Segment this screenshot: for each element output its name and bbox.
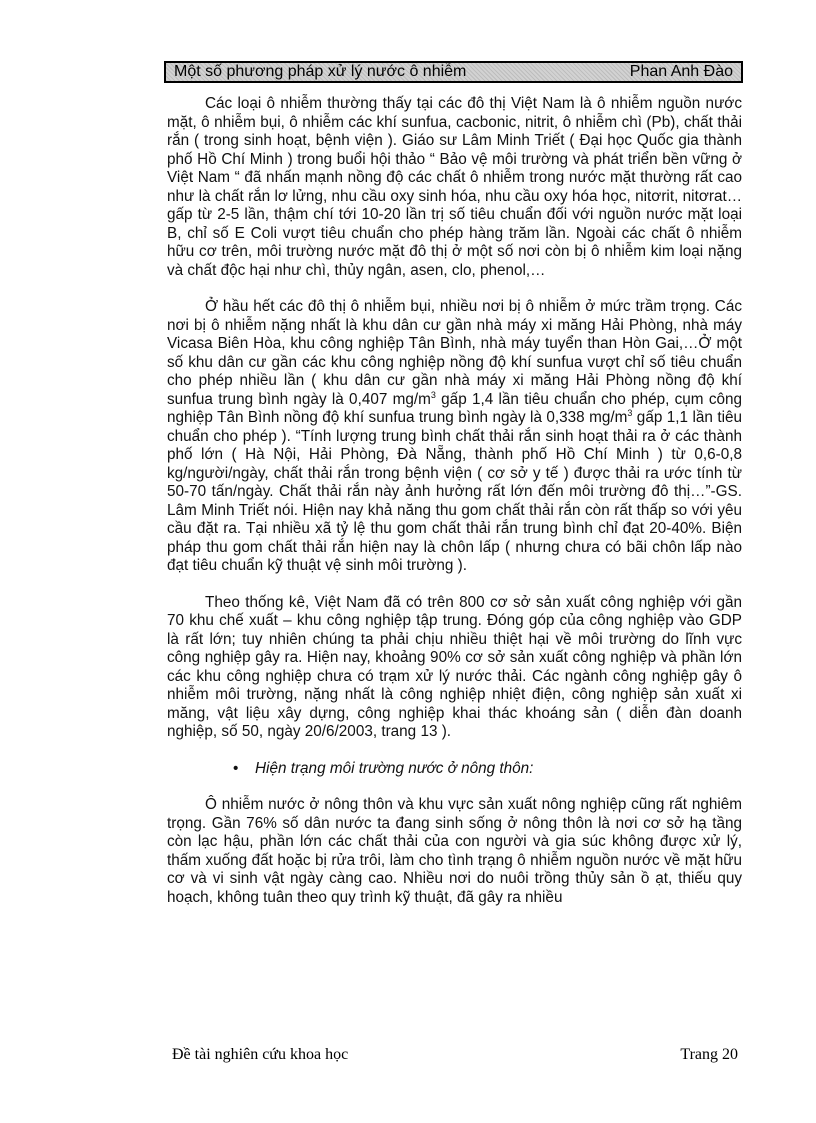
footer-document-type: Đề tài nghiên cứu khoa học (172, 1046, 349, 1063)
footer-page-number: Trang 20 (680, 1046, 738, 1063)
bullet-heading-rural-water (167, 760, 742, 779)
paragraph-dust-pollution (167, 298, 742, 576)
body-text (167, 95, 742, 907)
paragraph-dust-part-2: gấp 1,4 lần tiêu chuẩn cho phép, cụm công nghiệp Tân Bình nồng độ khí sunfua trung bình ngày là 0,338 mg/m (167, 390, 742, 426)
header-title: Một số phương pháp xử lý nước ô nhiễm (174, 63, 467, 80)
header-author: Phan Anh Đào (629, 63, 733, 80)
paragraph-gap (167, 742, 742, 760)
paragraph-rural-pollution: Ô nhiễm nước ở nông thôn và khu vực sản xuất nông nghiệp cũng rất nghiêm trọng. Gần 76% số dân nước ta đang sinh sống ở nông thôn là nơi cơ sở hạ tầng còn lạc hậu, phần lớn các chất thải của con người và gia súc không được xử lý, thấm xuống đất hoặc bị rửa trôi, làm cho tình trạng ô nhiễm nguồn nước về mặt hữu cơ và vi sinh vật ngày càng cao. Nhiều nơi do nuôi trồng thủy sản ồ ạt, thiếu quy hoạch, không tuân theo quy trình kỹ thuật, đã gây ra nhiều (167, 796, 742, 906)
superscript-cubed: 3 (627, 407, 633, 418)
paragraph-urban-pollution: Các loại ô nhiễm thường thấy tại các đô thị Việt Nam là ô nhiễm nguồn nước mặt, ô nhiễm bụi, ô nhiễm các khí sunfua, cacbonic, nitrit, ô nhiễm chì (Pb), chất thải rắn ( trong sinh hoạt, bệnh viện ). Giáo sư Lâm Minh Triết ( Đại học Quốc gia thành phố Hồ Chí Minh ) trong buổi hội thảo “ Bảo vệ môi trường và phát triển bền vững ở Việt Nam “ đã nhấn mạnh nồng độ các chất ô nhiễm trong nước mặt thường rất cao như là chất rắn lơ lửng, nhu cầu oxy sinh hóa, nhu cầu oxy hóa học, nitơrit, nitơrat…gấp từ 2-5 lần, thậm chí tới 10-20 lần trị số tiêu chuẩn đối với nguồn nước mặt loại B, chỉ số E Coli vượt tiêu chuẩn cho phép hàng trăm lần. Ngoài các chất ô nhiễm hữu cơ trên, môi trường nước mặt đô thị ở một số nơi còn bị ô nhiễm kim loại nặng và chất độc hại như chì, thủy ngân, asen, clo, phenol,… (167, 95, 742, 279)
bullet-heading-text: Hiện trạng môi trường nước ở nông thôn: (255, 759, 534, 777)
running-footer (172, 1046, 738, 1064)
paragraph-industry-statistics: Theo thống kê, Việt Nam đã có trên 800 cơ sở sản xuất công nghiệp với gần 70 khu chế xuất – khu công nghiệp tập trung. Đóng góp của công nghiệp vào GDP là rất lớn; tuy nhiên chúng ta phải chịu nhiều thiệt hại về môi trường do lĩnh vực công nghiệp gây ra. Hiện nay, khoảng 90% cơ sở sản xuất công nghiệp và phần lớn các khu công nghiệp chưa có trạm xử lý nước thải. Các ngành công nghiệp gây ô nhiễm môi trường, nặng nhất là công nghiệp nhiệt điện, công nghiệp sản xuất xi măng, vật liệu xây dựng, công nghiệp khai thác khoáng sản ( diễn đàn doanh nghiệp, số 50, ngày 20/6/2003, trang 13 ). (167, 593, 742, 740)
bullet-dot-icon: • (233, 759, 239, 777)
paragraph-gap (167, 778, 742, 796)
running-header (164, 61, 743, 83)
paragraph-dust-part-1: Ở hầu hết các đô thị ô nhiễm bụi, nhiều nơi bị ô nhiễm ở mức trầm trọng. Các nơi bị ô nhiễm nặng nhất là khu dân cư gần nhà máy xi măng Hải Phòng, nhà máy Vicasa Biên Hòa, khu công nghiệp Tân Bình, nhà máy tuyển than Hòn Gai,…Ở một số khu dân cư gần các khu công nghiệp nồng độ khí sunfua vượt chỉ số tiêu chuẩn cho phép nhiều lần ( khu dân cư gần nhà máy xi măng Hải Phòng nồng độ khí sunfua trung bình ngày là 0,407 mg/m (167, 298, 742, 408)
paragraph-dust-part-3: gấp 1,1 lần tiêu chuẩn cho phép ). “Tính lượng trung bình chất thải rắn sinh hoạt thải ra ở các thành phố lớn ( Hà Nội, Hải Phòng, Đà Nẵng, thành phố Hồ Chí Minh ) từ 0,6-0,8 kg/người/ngày, chất thải rắn trong bệnh viện ( cơ sở y tế ) được thải ra ước tính từ 50-70 tấn/ngày. Chất thải rắn này ảnh hưởng rất lớn đến môi trường đô thị…”-GS. Lâm Minh Triết nói. Hiện nay khả năng thu gom chất thải rắn còn rất thấp so với yêu cầu đặt ra. Tại nhiều xã tỷ lệ thu gom chất thải rắn trung bình chỉ đạt 20-40%. Biện pháp thu gom chất thải rắn hiện nay là chôn lấp ( nhưng chưa có bãi chôn lấp nào đạt tiêu chuẩn kỹ thuật vệ sinh môi trường ). (167, 409, 742, 574)
superscript-cubed: 3 (430, 389, 436, 400)
paragraph-gap (167, 280, 742, 298)
paragraph-gap (167, 576, 742, 594)
